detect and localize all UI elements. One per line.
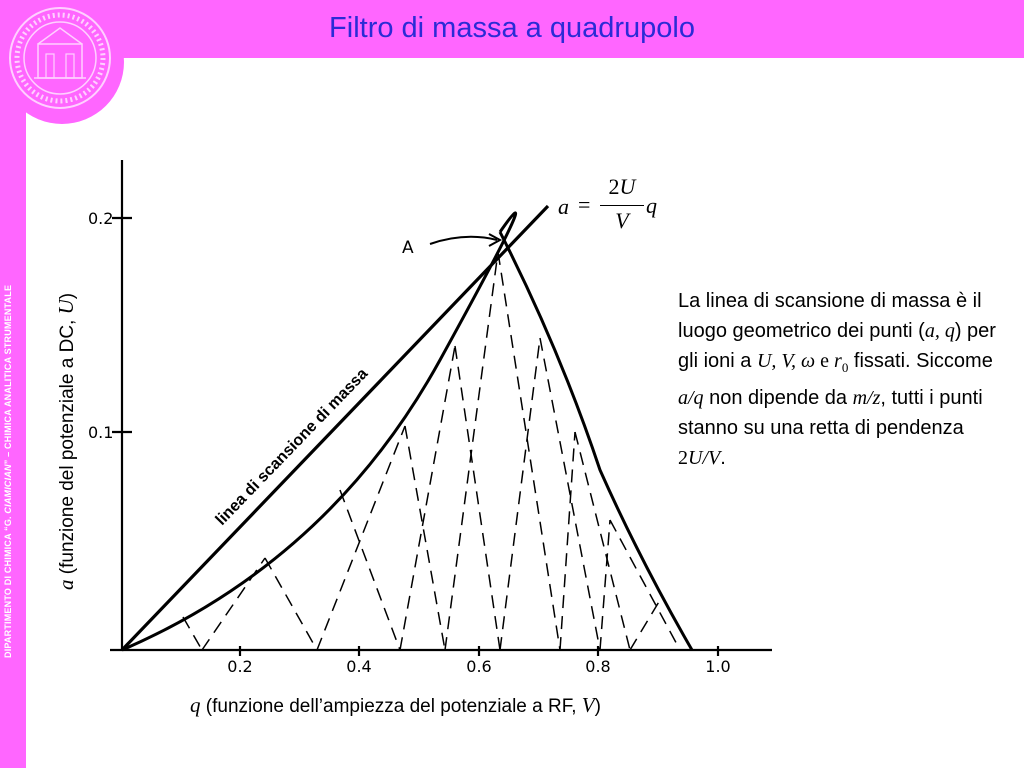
point-a-label: A — [402, 238, 414, 258]
description-paragraph: La linea di scansione di massa è il luogo geometrico dei punti (a, q) per gli ioni a U, V, ω e $r_0$ fissati. Siccome a/q non dipende da m/z, tutti i punti stanno su una retta di pendenza 2U/V. — [678, 290, 996, 469]
fraction-bar — [600, 205, 644, 206]
y-tick-label: 0.2 — [88, 209, 114, 228]
x-tick-label: 0.4 — [346, 657, 372, 676]
scan-line-label: linea di scansione di massa — [212, 365, 372, 529]
mass-scan-line — [122, 206, 548, 650]
department-footer-text: DIPARTIMENTO DI CHIMICA “G. CIAMICIAN” – CHIMICA ANALITICA STRUMENTALE — [3, 284, 13, 658]
stability-region-right-boundary — [500, 232, 692, 650]
scan-line-formula — [556, 172, 676, 242]
x-tick-label: 0.2 — [227, 657, 253, 676]
slide-title: Filtro di massa a quadrupolo — [329, 12, 695, 44]
formula-lhs: a — [558, 194, 569, 219]
formula-equals: = — [578, 192, 591, 217]
formula-numerator: 2U — [608, 174, 636, 199]
y-tick-label: 0.1 — [88, 423, 114, 442]
x-tick-label: 1.0 — [705, 657, 731, 676]
x-tick-label: 0.8 — [585, 657, 611, 676]
iso-beta-dashed-lines — [183, 252, 680, 650]
formula-rhs: q — [646, 193, 657, 218]
formula-denominator: V — [615, 208, 629, 233]
label-a-arrow — [430, 237, 497, 244]
x-tick-label: 0.6 — [466, 657, 492, 676]
x-axis-title: q (funzione dell’ampiezza del potenziale a RF, V) — [190, 693, 601, 717]
y-axis-title: a (funzione del potenziale a DC, U) — [54, 292, 78, 590]
